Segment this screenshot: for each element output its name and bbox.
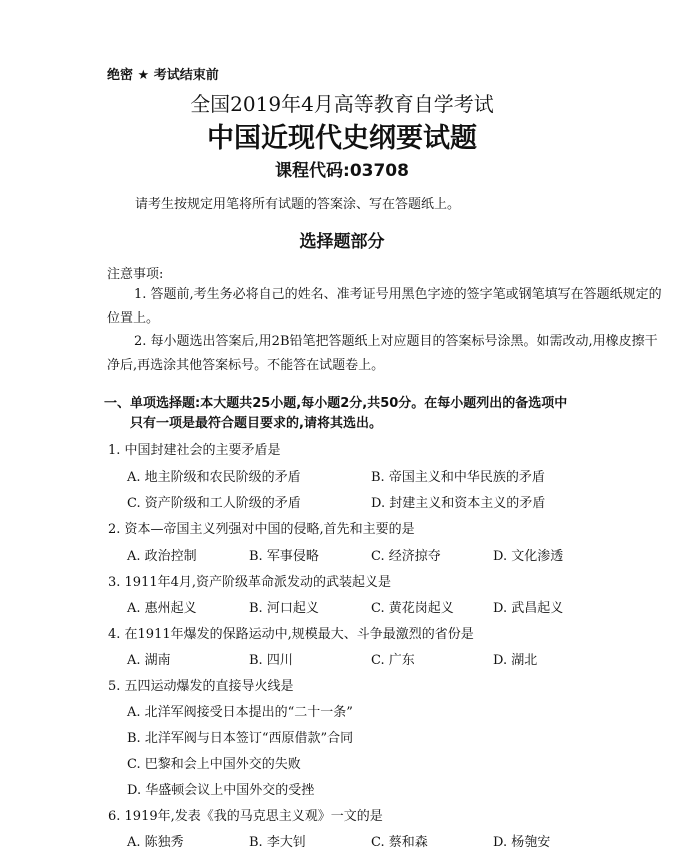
option: D. 封建主义和资本主义的矛盾 [371, 496, 546, 511]
question-stem: 1. 中国封建社会的主要矛盾是 [108, 443, 281, 458]
option: C. 巴黎和会上中国外交的失败 [127, 757, 301, 772]
option: D. 湖北 [493, 653, 538, 668]
option: D. 杨匏安 [493, 835, 551, 850]
option: C. 资产阶级和工人阶级的矛盾 [127, 496, 301, 511]
page-title: 中国近现代史纲要试题 [207, 123, 477, 154]
question-stem: 4. 在1911年爆发的保路运动中,规模最大、斗争最激烈的省份是 [108, 627, 474, 642]
option: A. 北洋军阀接受日本提出的“二十一条” [127, 705, 353, 720]
option: D. 华盛顿会议上中国外交的受挫 [127, 783, 315, 798]
option: B. 帝国主义和中华民族的矛盾 [371, 470, 545, 485]
notes-title: 注意事项: [107, 267, 164, 282]
general-instruction: 请考生按规定用笔将所有试题的答案涂、写在答题纸上。 [135, 197, 461, 212]
option: B. 北洋军阀与日本签订“西原借款”合同 [127, 731, 354, 746]
option: C. 蔡和森 [371, 835, 428, 850]
option: C. 广东 [371, 653, 415, 668]
part-one-line1: 一、单项选择题:本大题共25小题,每小题2分,共50分。在每小题列出的备选项中 [104, 396, 568, 411]
question-stem: 3. 1911年4月,资产阶级革命派发动的武装起义是 [108, 575, 392, 590]
course-code: 课程代码:03708 [275, 161, 409, 181]
option: C. 经济掠夺 [371, 549, 441, 564]
option: B. 四川 [249, 653, 293, 668]
option: D. 文化渗透 [493, 549, 564, 564]
option: A. 惠州起义 [127, 601, 197, 616]
option: B. 军事侵略 [249, 549, 319, 564]
note-item: 1. 答题前,考生务必将自己的姓名、准考证号用黑色字迹的签字笔或钢笔填写在答题纸规定的位置上。 [107, 287, 662, 326]
question-stem: 5. 五四运动爆发的直接导火线是 [108, 679, 294, 694]
option: A. 政治控制 [127, 549, 197, 564]
exam-name: 全国2019年4月高等教育自学考试 [190, 92, 494, 116]
option: B. 李大钊 [249, 835, 306, 850]
section-title: 选择题部分 [299, 232, 385, 252]
part-one-line2: 只有一项是最符合题目要求的,请将其选出。 [130, 416, 382, 431]
option: B. 河口起义 [249, 601, 319, 616]
part-one-heading [104, 394, 624, 434]
option: A. 陈独秀 [127, 835, 184, 850]
option: C. 黄花岗起义 [371, 601, 454, 616]
question-stem: 6. 1919年,发表《我的马克思主义观》一文的是 [108, 809, 383, 824]
confidential-mark: 绝密 ★ 考试结束前 [107, 68, 219, 83]
question-stem: 2. 资本—帝国主义列强对中国的侵略,首先和主要的是 [108, 522, 415, 537]
option: D. 武昌起义 [493, 601, 564, 616]
option: A. 地主阶级和农民阶级的矛盾 [127, 470, 301, 485]
note-item: 2. 每小题选出答案后,用2B铅笔把答题纸上对应题目的答案标号涂黑。如需改动,用橡皮擦干净后,再选涂其他答案标号。不能答在试题卷上。 [107, 334, 658, 373]
option: A. 湖南 [127, 653, 171, 668]
